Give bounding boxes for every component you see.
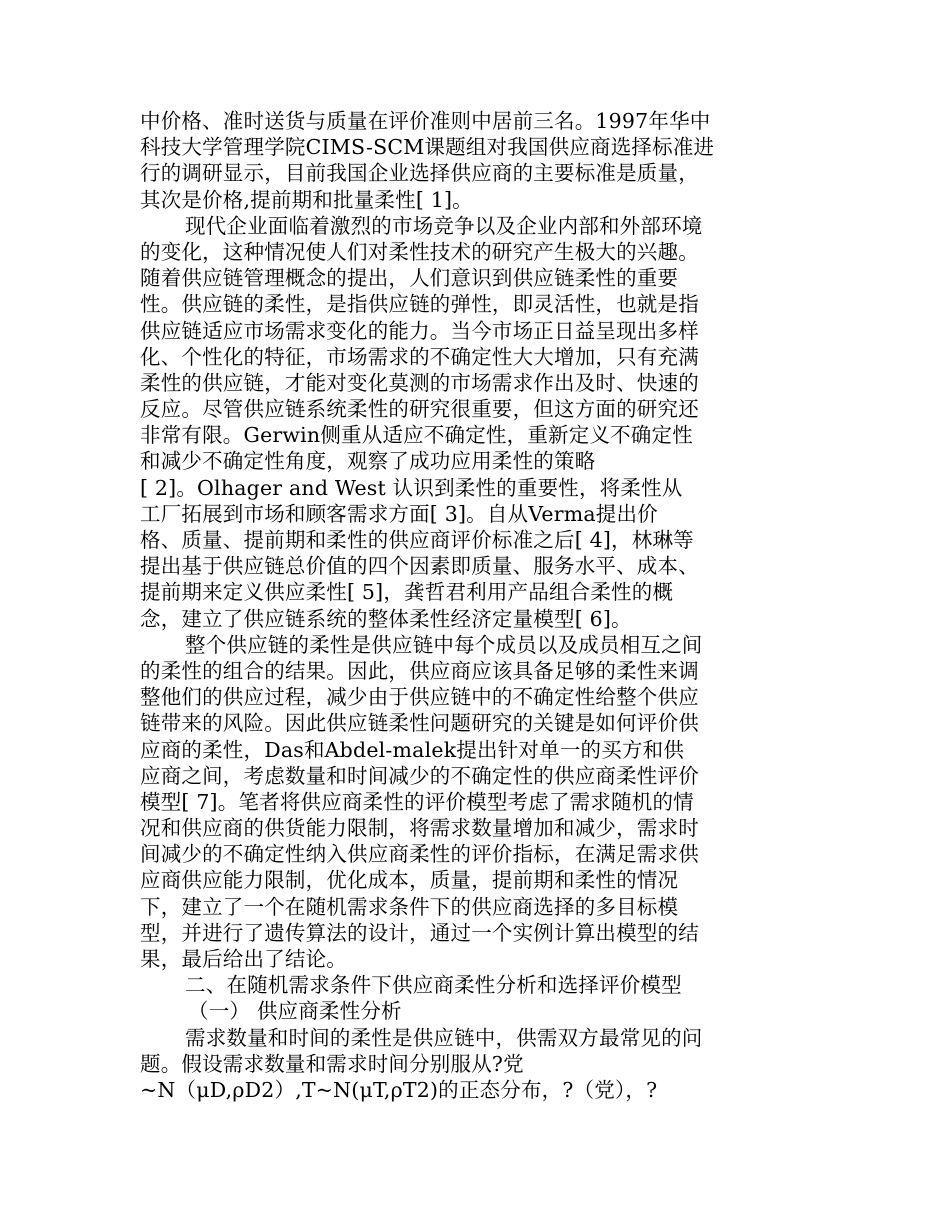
text-line: 间减少的不确定性纳入供应商柔性的评价指标，在满足需求供 bbox=[140, 842, 699, 867]
section-heading: 二、在随机需求条件下供应商柔性分析和选择评价模型 bbox=[185, 973, 682, 998]
document-page bbox=[140, 108, 800, 1103]
text-line: 提前期来定义供应柔性[ 5]，龚哲君利用产品组合柔性的概 bbox=[140, 580, 674, 605]
text-line: 性。供应链的柔性，是指供应链的弹性，即灵活性，也就是指 bbox=[140, 292, 699, 317]
text-line: 中价格、准时送货与质量在评价准则中居前三名。1997年华中 bbox=[140, 109, 711, 133]
paragraph-first-line: 整个供应链的柔性是供应链中每个成员以及成员相互之间 bbox=[185, 632, 703, 657]
text-line: 行的调研显示，目前我国企业选择供应商的主要标准是质量， bbox=[140, 161, 699, 186]
subsection-heading: （一） 供应商柔性分析 bbox=[188, 999, 402, 1024]
text-line: 和减少不确定性角度，观察了成功应用柔性的策略 bbox=[140, 449, 596, 474]
text-line: 格、质量、提前期和柔性的供应商评价标准之后[ 4]，林琳等 bbox=[140, 528, 694, 552]
text-line: 其次是价格,提前期和批量柔性[ 1]。 bbox=[140, 187, 473, 212]
text-line: 果，最后给出了结论。 bbox=[140, 947, 347, 971]
text-line: 化、个性化的特征，市场需求的不确定性大大增加，只有充满 bbox=[140, 344, 699, 369]
text-line: 科技大学管理学院CIMS-SCM课题组对我国供应商选择标准进 bbox=[140, 135, 715, 160]
paragraph-first-line: 现代企业面临着激烈的市场竞争以及企业内部和外部环境 bbox=[185, 213, 703, 238]
text-line: 下，建立了一个在随机需求条件下的供应商选择的多目标模 bbox=[140, 894, 679, 919]
text-line: 的变化，这种情况使人们对柔性技术的研究产生极大的兴趣。 bbox=[140, 239, 699, 264]
text-line: 模型[ 7]。笔者将供应商柔性的评价模型考虑了需求随机的情 bbox=[140, 789, 694, 814]
text-line: 非常有限。Gerwin侧重从适应不确定性，重新定义不确定性 bbox=[140, 423, 693, 448]
text-line: 型，并进行了遗传算法的设计，通过一个实例计算出模型的结 bbox=[140, 920, 699, 945]
text-line: 柔性的供应链，才能对变化莫测的市场需求作出及时、快速的 bbox=[140, 370, 699, 395]
text-line: 整他们的供应过程，减少由于供应链中的不确定性给整个供应 bbox=[140, 685, 699, 710]
text-line: 提出基于供应链总价值的四个因素即质量、服务水平、成本、 bbox=[140, 554, 699, 579]
text-line: [ 2]。Olhager and West 认识到柔性的重要性，将柔性从 bbox=[140, 475, 683, 500]
text-line: 应商供应能力限制，优化成本，质量，提前期和柔性的情况 bbox=[140, 868, 679, 893]
text-line: 念，建立了供应链系统的整体柔性经济定量模型[ 6]。 bbox=[140, 606, 632, 631]
text-line: 况和供应商的供货能力限制，将需求数量增加和减少，需求时 bbox=[140, 816, 699, 841]
text-line: 应商之间，考虑数量和时间减少的不确定性的供应商柔性评价 bbox=[140, 763, 699, 788]
text-line: 反应。尽管供应链系统柔性的研究很重要，但这方面的研究还 bbox=[140, 397, 699, 422]
paragraph-first-line: 需求数量和时间的柔性是供应链中，供需双方最常见的问 bbox=[185, 1025, 703, 1050]
text-line: 应商的柔性，Das和Abdel-malek提出针对单一的买方和供 bbox=[140, 737, 685, 762]
text-line: 的柔性的组合的结果。因此，供应商应该具备足够的柔性来调 bbox=[140, 658, 699, 683]
text-line: 链带来的风险。因此供应链柔性问题研究的关键是如何评价供 bbox=[140, 711, 699, 736]
formula-line: ~N（μD,ρD2）,T~N(μT,ρT2)的正态分布，?（党），? bbox=[140, 1077, 658, 1102]
text-line: 随着供应链管理概念的提出，人们意识到供应链柔性的重要 bbox=[140, 266, 679, 291]
text-line: 题。假设需求数量和需求时间分别服从?党 bbox=[140, 1051, 524, 1076]
text-line: 工厂拓展到市场和顾客需求方面[ 3]。自从Verma提出价 bbox=[140, 501, 658, 526]
text-line: 供应链适应市场需求变化的能力。当今市场正日益呈现出多样 bbox=[140, 318, 699, 343]
